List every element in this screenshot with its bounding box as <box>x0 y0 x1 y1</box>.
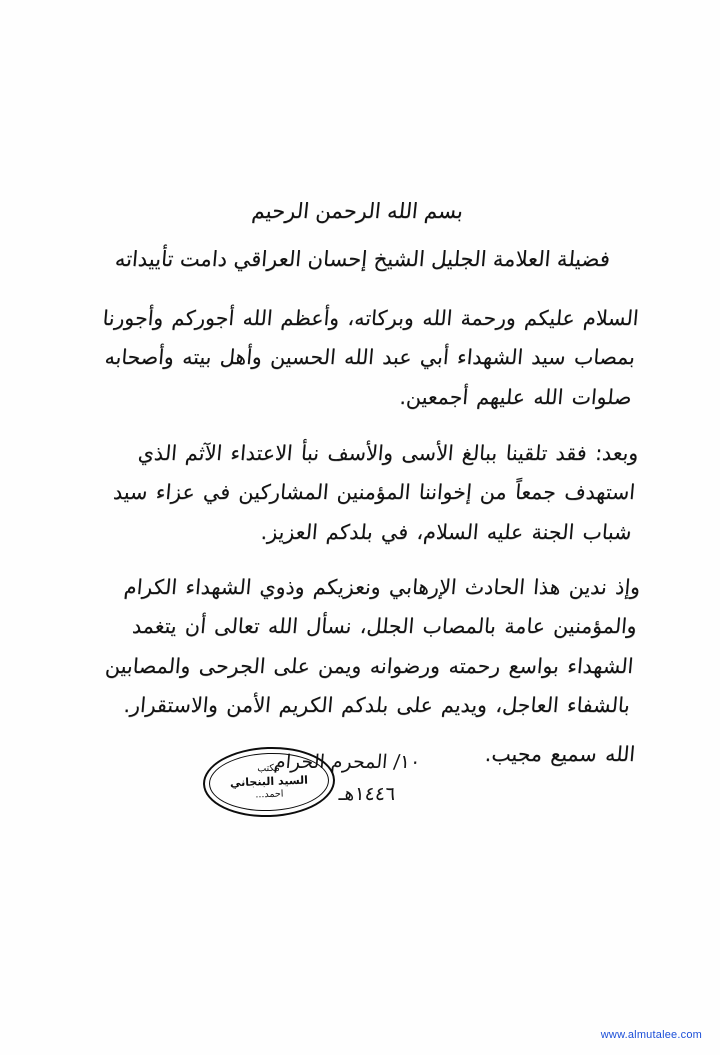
paragraph-condolence-news: وبعد: فقد تلقينا ببالغ الأسى والأسف نبأ الاعتداء الآثم الذي استهدف جمعاً من إخواننا المؤمنين المشاركين في عزاء سيد شباب الجنة عليه السلام، في بلدكم العزيز. <box>112 440 640 544</box>
stamp-line-name: السيد البنجاني <box>229 773 309 790</box>
addressee-line: فضيلة العلامة الجليل الشيخ إحسان العراقي دامت تأييداته <box>114 247 612 272</box>
date-year: ١٤٤٦هـ <box>337 783 396 805</box>
paragraph-denunciation: وإذ ندين هذا الحادث الإرهابي ونعزيكم وذوي الشهداء الكرام والمؤمنين عامة بالمصاب الجلل، نسأل الله تعالى أن يتغمد الشهداء بواسع رحمته ورضوانه ويمن على الجرحى والمصابين بالشفاء العاجل، ويديم على بلدكم الكريم الأمن والاستقرار. <box>104 574 642 717</box>
office-stamp <box>202 745 336 820</box>
paragraph-closing: الله سميع مجيب. <box>484 742 637 767</box>
stamp-line-sub: احمد... <box>255 788 284 801</box>
stamp-line-office: مكتب <box>257 762 280 775</box>
site-watermark: www.almutalee.com <box>600 1029 702 1041</box>
paragraph-greeting: السلام عليكم ورحمة الله وبركاته، وأعظم الله أجوركم وأجورنا بمصاب سيد الشهداء أبي عبد الله الحسين وأهل بيته وأصحابه صلوات الله عليهم أجمعين. <box>101 306 640 410</box>
letter-body <box>90 199 642 790</box>
basmala-line: بسم الله الرحمن الرحيم <box>250 199 465 223</box>
date-day-month: ١٠/ المحرم الحرام <box>272 751 421 773</box>
signature-area <box>90 745 635 835</box>
